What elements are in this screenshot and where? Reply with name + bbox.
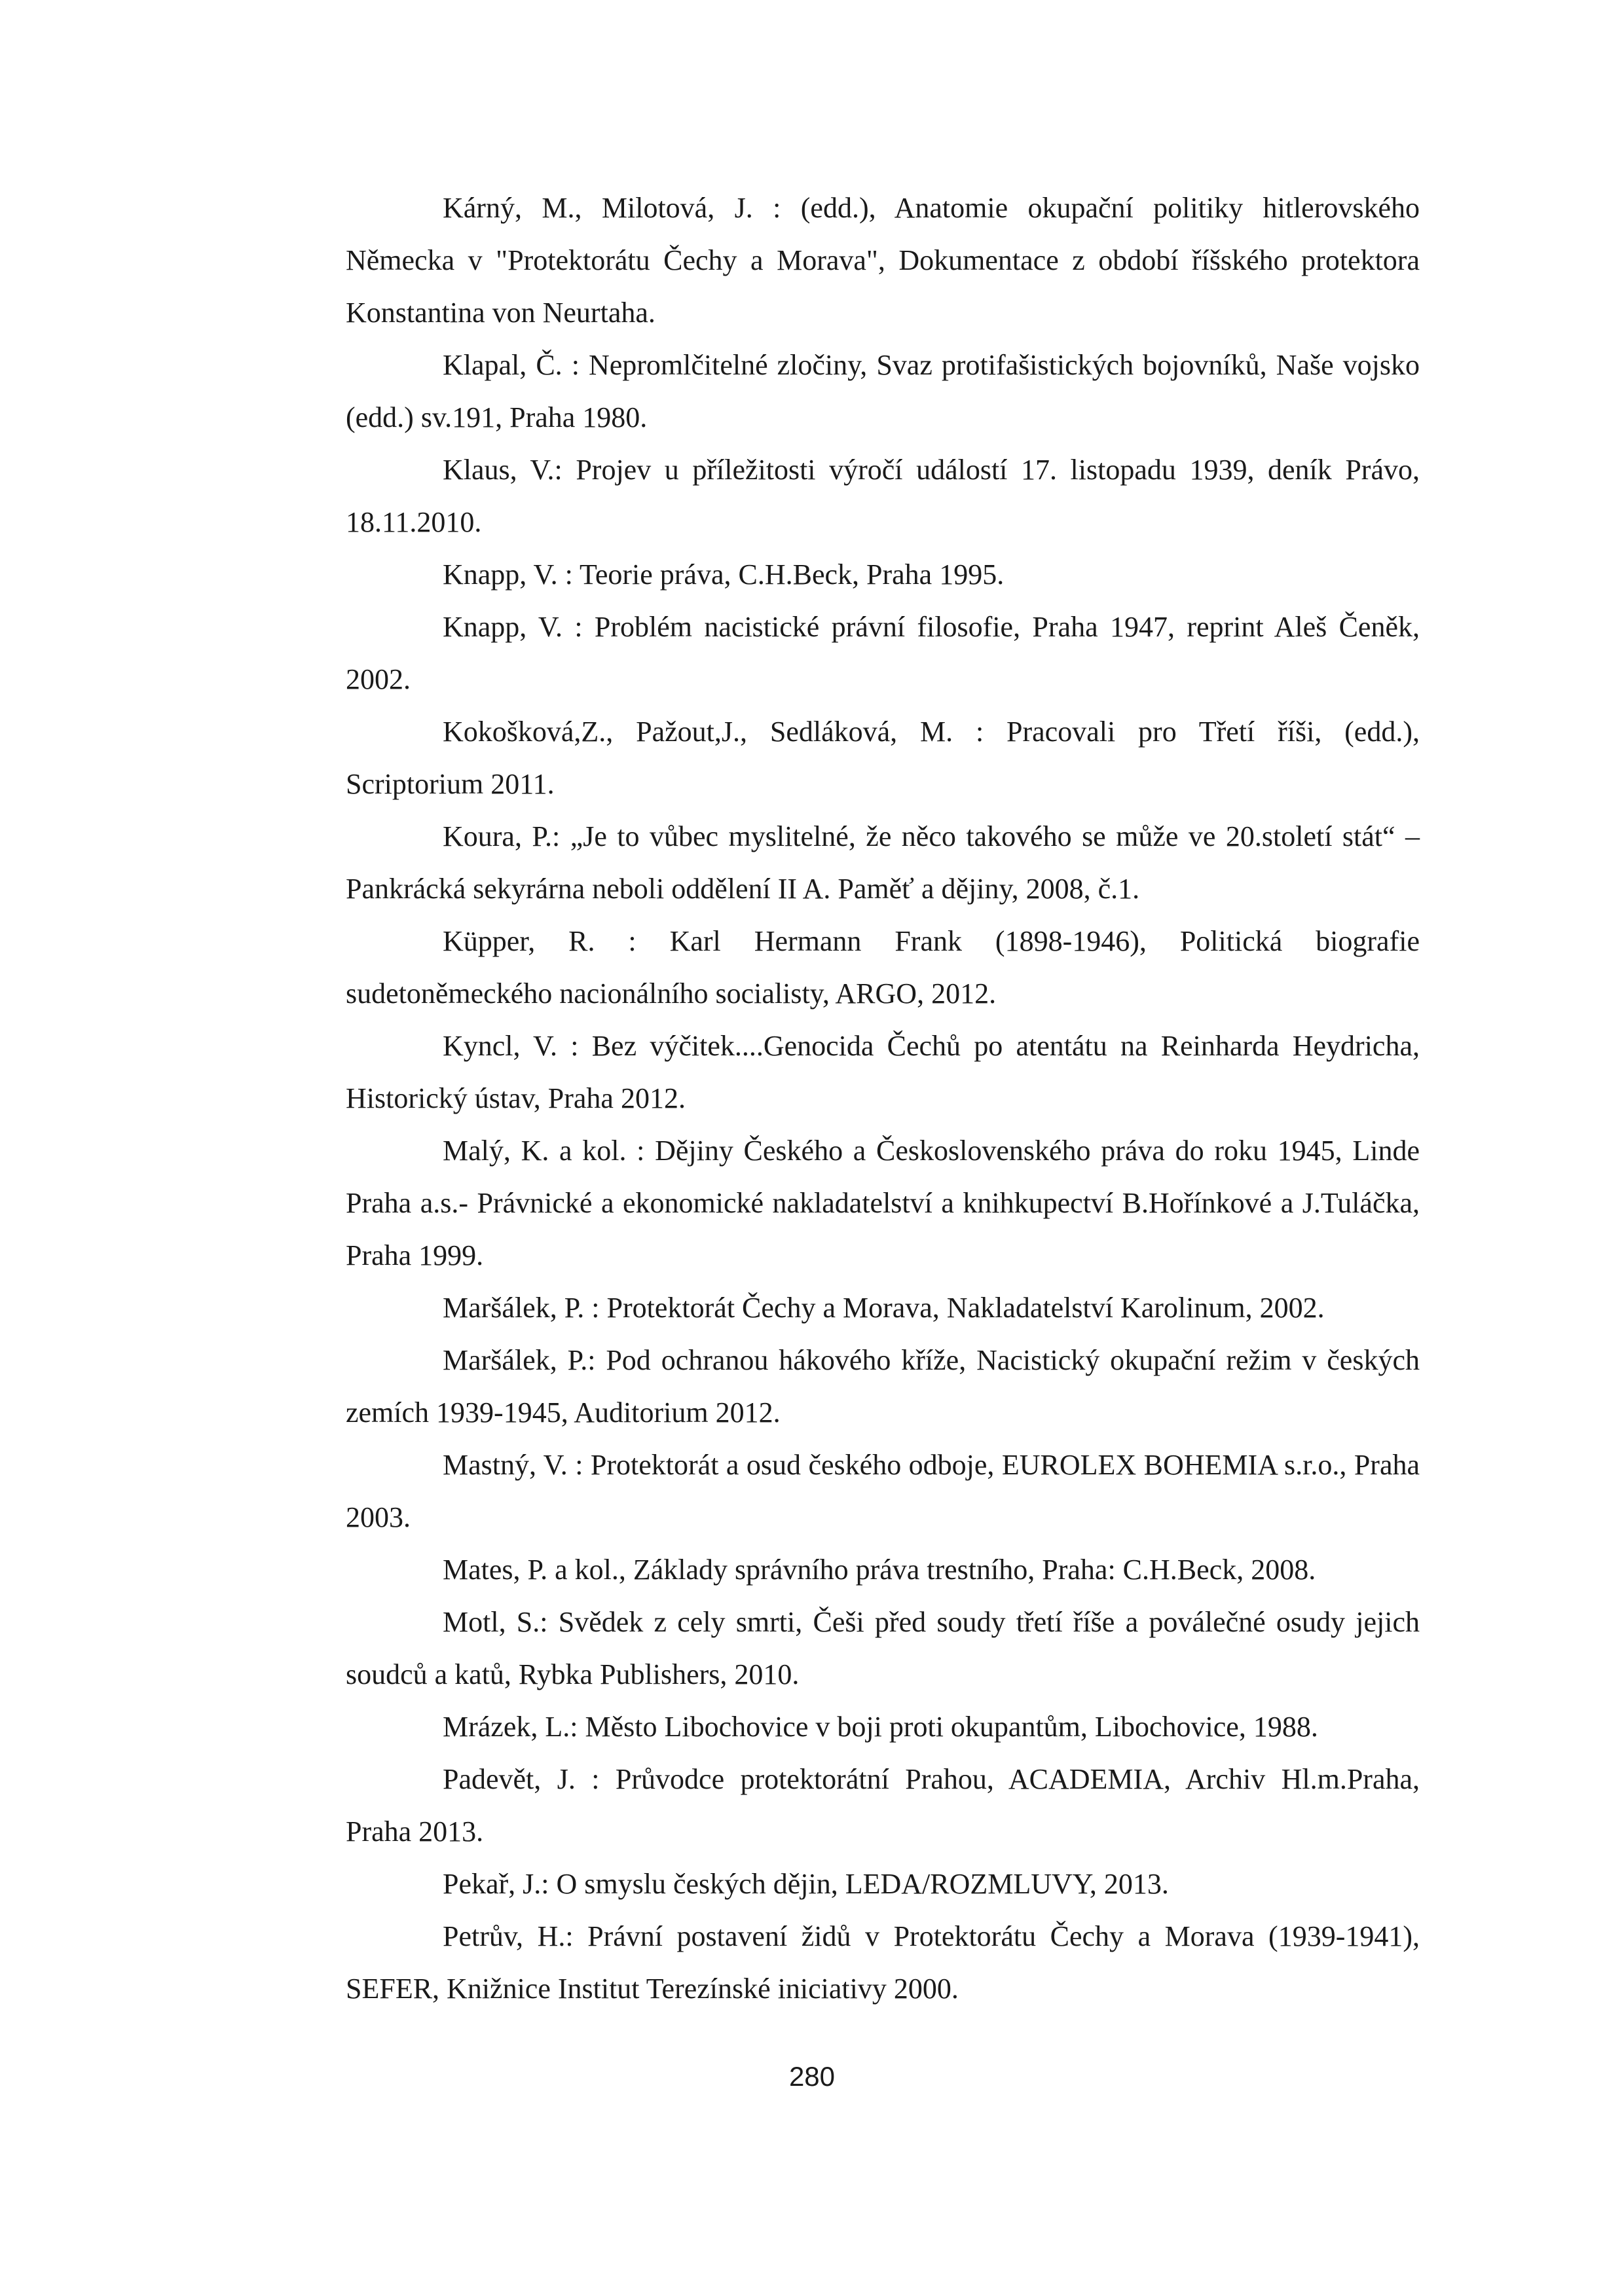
bibliography-entry: Klaus, V.: Projev u příležitosti výročí událostí 17. listopadu 1939, deník Právo, 18.11.2010. — [346, 454, 1420, 538]
page-number: 280 — [788, 2061, 836, 2092]
bibliography-entry: Motl, S.: Svědek z cely smrti, Češi před soudy třetí říše a poválečné osudy jejich soudců a katů, Rybka Publishers, 2010. — [346, 1606, 1420, 1690]
bibliography-entry: Padevět, J. : Průvodce protektorátní Prahou, ACADEMIA, Archiv Hl.m.Praha, Praha 2013. — [346, 1763, 1420, 1848]
bibliography-entry: Mastný, V. : Protektorát a osud českého odboje, EUROLEX BOHEMIA s.r.o., Praha 2003. — [346, 1449, 1420, 1533]
bibliography-entry: Koura, P.: „Je to vůbec myslitelné, že něco takového se může ve 20.století stát“ – Pankrácká sekyrárna neboli oddělení II A. Paměť a dějiny, 2008, č.1. — [346, 820, 1420, 905]
bibliography-entry: Mrázek, L.: Město Libochovice v boji proti okupantům, Libochovice, 1988. — [443, 1711, 1318, 1743]
bibliography-entry: Knapp, V. : Problém nacistické právní filosofie, Praha 1947, reprint Aleš Čeněk, 2002. — [346, 611, 1420, 695]
bibliography-entry: Kárný, M., Milotová, J. : (edd.), Anatomie okupační politiky hitlerovského Německa v "Protektorátu Čechy a Morava", Dokumentace z období říšského protektora Konstantina von Neurtaha. — [346, 192, 1420, 329]
bibliography-entry: Maršálek, P.: Pod ochranou hákového kříže, Nacistický okupační režim v českých zemích 1939-1945, Auditorium 2012. — [346, 1344, 1420, 1429]
bibliography-entry: Kokošková,Z., Pažout,J., Sedláková, M. : Pracovali pro Třetí říši, (edd.), Scriptorium 2011. — [346, 716, 1420, 800]
bibliography-entry: Maršálek, P. : Protektorát Čechy a Morava, Nakladatelství Karolinum, 2002. — [443, 1292, 1325, 1324]
bibliography-entry: Petrův, H.: Právní postavení židů v Protektorátu Čechy a Morava (1939-1941), SEFER, Knižnice Institut Terezínské iniciativy 2000. — [346, 1920, 1420, 2005]
bibliography-entry: Pekař, J.: O smyslu českých dějin, LEDA/ROZMLUVY, 2013. — [443, 1868, 1169, 1900]
bibliography-entry: Knapp, V. : Teorie práva, C.H.Beck, Praha 1995. — [443, 558, 1005, 591]
bibliography-entry: Mates, P. a kol., Základy správního práva trestního, Praha: C.H.Beck, 2008. — [443, 1554, 1316, 1586]
bibliography-entry: Malý, K. a kol. : Dějiny Českého a Československého práva do roku 1945, Linde Praha a.s.- Právnické a ekonomické nakladatelství a knihkupectví B.Hořínkové a J.Tuláčka, Praha 1999. — [346, 1135, 1420, 1271]
bibliography-list — [346, 182, 1420, 2015]
bibliography-entry: Kyncl, V. : Bez výčitek....Genocida Čechů po atentátu na Reinharda Heydricha, Historický ústav, Praha 2012. — [346, 1030, 1420, 1114]
bibliography-entry: Küpper, R. : Karl Hermann Frank (1898-1946), Politická biografie sudetoněmeckého nacionálního socialisty, ARGO, 2012. — [346, 925, 1420, 1010]
bibliography-entry: Klapal, Č. : Nepromlčitelné zločiny, Svaz protifašistických bojovníků, Naše vojsko (edd.) sv.191, Praha 1980. — [346, 349, 1420, 433]
